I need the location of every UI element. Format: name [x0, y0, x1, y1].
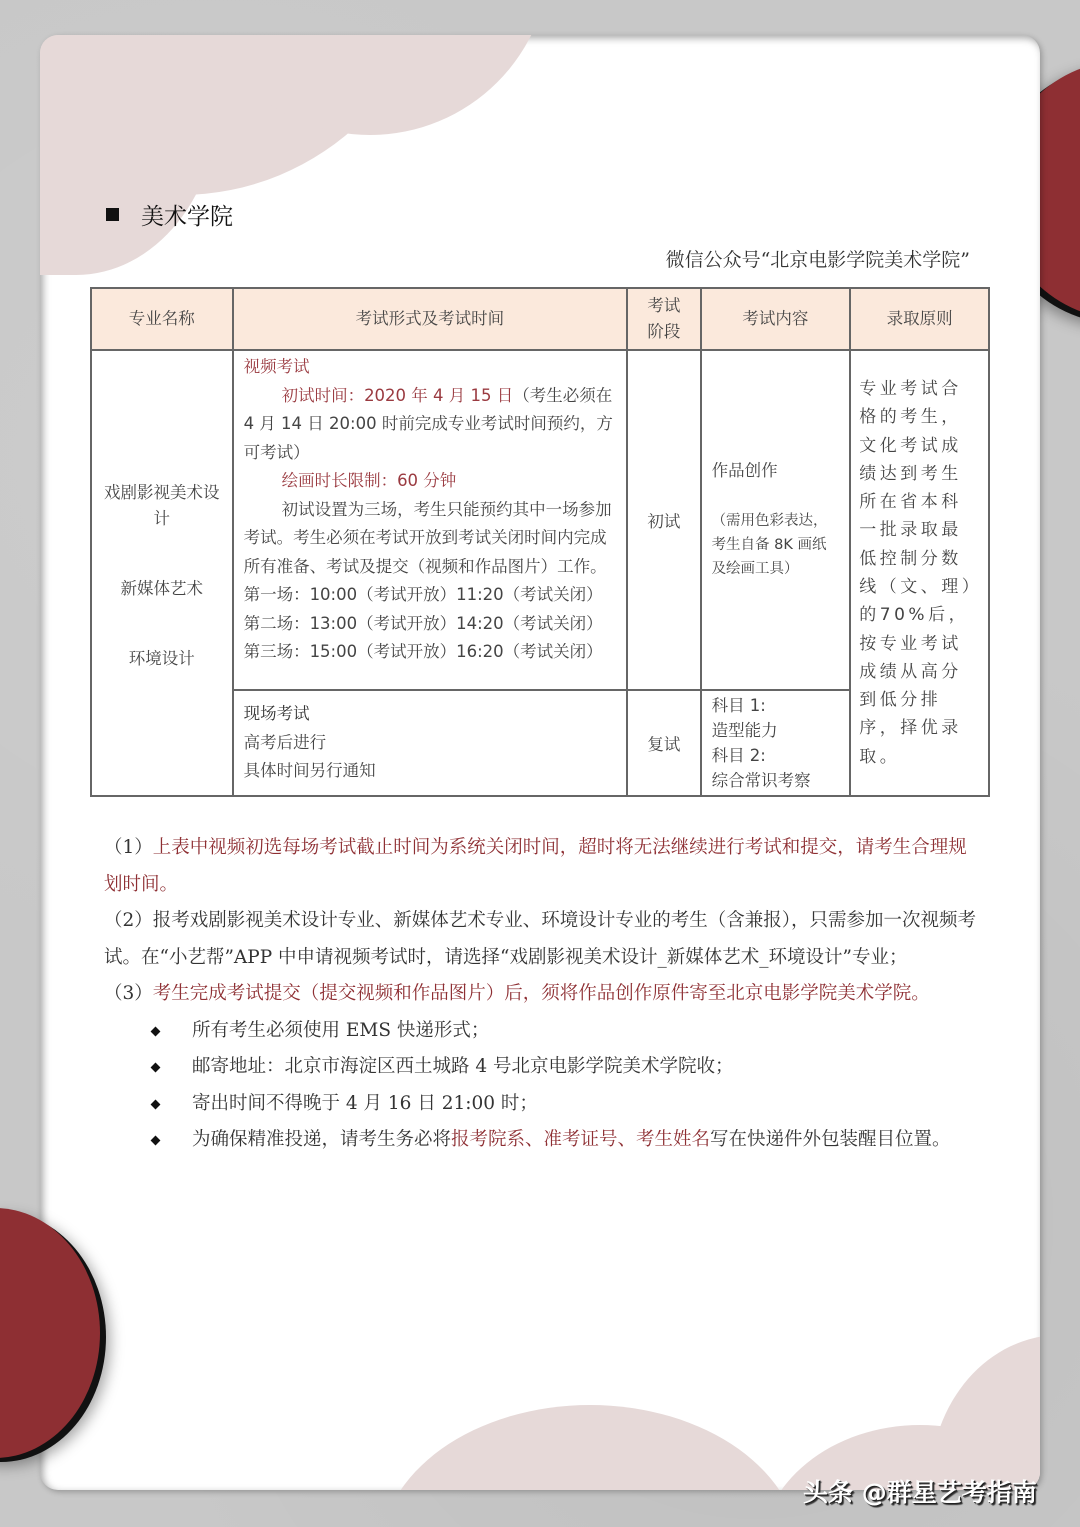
bullet-item: [150, 1122, 980, 1159]
note-3: [104, 976, 980, 1013]
document-content: [40, 35, 1040, 1490]
form-title: 现场考试: [243, 704, 310, 724]
header-stage-line: 考试: [647, 296, 681, 315]
content-title: 作品创作: [711, 461, 778, 480]
content-note: （需用色彩表达，考生自备 8K 画纸及绘画工具）: [711, 513, 828, 577]
form-line: 具体时间另行通知: [243, 761, 376, 781]
content-line: 科目 2:: [711, 746, 766, 765]
stage-cell: 初试: [627, 350, 700, 690]
bullet-text: 为确保精准投递，请考生务必将: [192, 1129, 452, 1150]
section-title: [106, 198, 233, 231]
bullet-item: [150, 1049, 980, 1086]
bullet-item: [150, 1013, 980, 1050]
major-item: 环境设计: [128, 649, 195, 668]
document-card: [40, 35, 1040, 1490]
header-content: 考试内容: [701, 288, 851, 350]
content-line: 科目 1:: [711, 696, 766, 715]
bullet-text: 所有考生必须使用 EMS 快递形式；: [192, 1019, 490, 1041]
bullet-text: 邮寄地址：北京市海淀区西土城路 4 号北京电影学院美术学院收；: [192, 1056, 734, 1077]
header-rule: 录取原则: [850, 288, 989, 350]
majors-cell: [91, 350, 233, 796]
form-cell-onsite: [233, 690, 628, 796]
bullet-text: 寄出时间不得晚于 4 月 16 日 21:00 时；: [192, 1092, 538, 1114]
watermark: 头条 @群星艺考指南: [803, 1478, 1037, 1507]
table-header-row: [91, 288, 989, 350]
first-time-note: （考生必须在 4 月 14 日 20:00 时前完成专业考试时间预约，方可考试）: [243, 385, 613, 462]
content-cell: [701, 690, 851, 796]
bullet-list: [104, 1013, 980, 1159]
table-row: [91, 350, 989, 690]
bullet-text: 写在快递件外包装醒目位置。: [710, 1129, 951, 1150]
major-item: 新媒体艺术: [120, 579, 204, 598]
content-line: 综合常识考察: [711, 771, 811, 790]
form-line: 高考后进行: [243, 732, 327, 752]
sessions-text: 初试设置为三场，考生只能预约其中一场参加考试。考生必须在考试开放到考试关闭时间内完成所有准备、考试及提交（视频和作品图片）工作。: [243, 499, 612, 576]
rule-cell: 专业考试合格的考生，文化考试成绩达到考生所在省本科一批录取最低控制分数线（文、理）的70%后，按专业考试成绩从高分到低分排序，择优录取。: [850, 350, 989, 796]
note-prefix: （1）: [104, 837, 153, 858]
form-title: 视频考试: [243, 357, 310, 376]
content-cell: [701, 350, 851, 690]
header-stage: [627, 288, 700, 350]
diamond-bullet-icon: [151, 1026, 161, 1036]
note-text: 上表中视频初选每场考试截止时间为系统关闭时间，超时将无法继续进行考试和提交，请考生合理规划时间。: [104, 837, 967, 895]
duration-label: 绘画时长限制：60 分钟: [281, 471, 457, 490]
header-stage-line: 阶段: [647, 322, 681, 341]
stage-cell: 复试: [627, 690, 700, 796]
header-major: 专业名称: [91, 288, 233, 350]
note-2: （2）报考戏剧影视美术设计专业、新媒体艺术专业、环境设计专业的考生（含兼报），只需参加一次视频考试。在“小艺帮”APP 中申请视频考试时，请选择“戏剧影视美术设计_新媒体艺术_环境设计”专业；: [104, 910, 977, 968]
content-line: 造型能力: [711, 721, 778, 740]
diamond-bullet-icon: [151, 1136, 161, 1146]
form-cell-video: [233, 350, 628, 690]
bullet-highlight: 报考院系、准考证号、考生姓名: [451, 1129, 711, 1150]
diamond-bullet-icon: [151, 1063, 161, 1073]
bullet-item: [150, 1086, 980, 1123]
exam-table: [90, 287, 990, 797]
diamond-bullet-icon: [151, 1099, 161, 1109]
note-prefix: （3）: [104, 983, 153, 1004]
square-bullet-icon: [106, 208, 119, 221]
header-form: 考试形式及考试时间: [233, 288, 628, 350]
source-note: 微信公众号“北京电影学院美术学院”: [665, 249, 970, 271]
session-line: 第一场：10:00（考试开放）11:20（考试关闭）: [243, 585, 603, 604]
first-time-label: 初试时间：2020 年 4 月 15 日: [281, 385, 514, 405]
session-line: 第三场：15:00（考试开放）16:20（考试关闭）: [243, 642, 603, 661]
note-1: [104, 830, 980, 903]
major-item: 戏剧影视美术设计: [104, 483, 220, 528]
note-text: 考生完成考试提交（提交视频和作品图片）后，须将作品创作原件寄至北京电影学院美术学院。: [152, 983, 930, 1004]
section-title-text: 美术学院: [141, 204, 233, 230]
first-time: [244, 382, 617, 468]
notes: [104, 830, 980, 1159]
session-line: 第二场：13:00（考试开放）14:20（考试关闭）: [243, 613, 603, 633]
